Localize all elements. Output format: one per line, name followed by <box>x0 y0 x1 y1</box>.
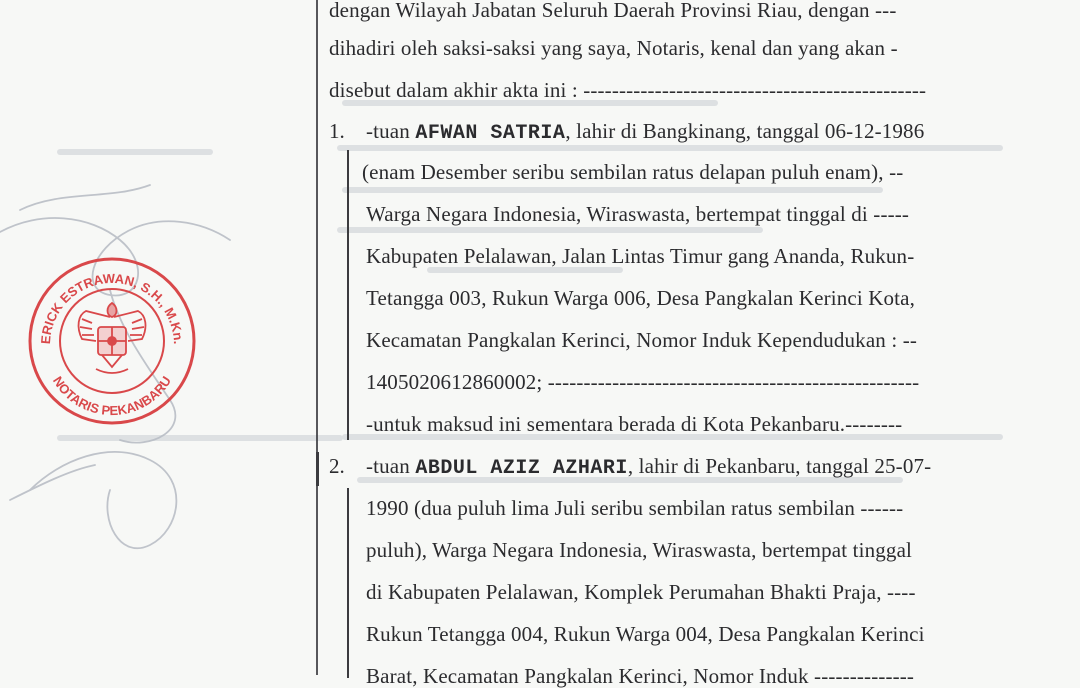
intro-line-1: dengan Wilayah Jabatan Seluruh Daerah Provinsi Riau, dengan --- <box>329 0 897 22</box>
item-1-line-5: Tetangga 003, Rukun Warga 006, Desa Pangkalan Kerinci Kota, <box>366 286 916 310</box>
item-1-prefix: -tuan <box>366 119 416 143</box>
left-margin-rule <box>316 0 318 675</box>
notary-stamp <box>26 255 198 427</box>
item-1-name: AFWAN SATRIA <box>415 122 566 145</box>
stamp-bottom-text: NOTARIS PEKANBARU <box>49 373 175 419</box>
garuda-emblem-icon <box>79 303 146 373</box>
item-1-line-8: -untuk maksud ini sementara berada di Kota Pekanbaru.-------- <box>366 412 903 436</box>
intro-line-2: dihadiri oleh saksi-saksi yang saya, Notaris, kenal dan yang akan - <box>329 36 898 60</box>
item-2-line-3: puluh), Warga Negara Indonesia, Wiraswasta, bertempat tinggal <box>366 538 913 562</box>
stamp-top-text: ERICK ESTRAWAN, S.H., M.Kn. <box>37 270 187 345</box>
intro-line-3: disebut dalam akhir akta ini : ------------------------------------------------ <box>329 78 927 102</box>
item-number-1: 1. <box>329 119 345 143</box>
item-1-line-3: Warga Negara Indonesia, Wiraswasta, bertempat tinggal di ----- <box>366 202 910 226</box>
item-2-first-line <box>366 454 931 481</box>
item-1-first-line <box>366 119 924 146</box>
item-2-line-2: 1990 (dua puluh lima Juli seribu sembilan ratus sembilan ------ <box>366 496 904 520</box>
item-2-line-5: Rukun Tetangga 004, Rukun Warga 004, Desa Pangkalan Kerinci <box>366 622 925 646</box>
item-1-line-6: Kecamatan Pangkalan Kerinci, Nomor Induk Kependudukan : -- <box>366 328 918 352</box>
item-2-name: ABDUL AZIZ AZHARI <box>415 457 628 480</box>
item-2-first-rest: , lahir di Pekanbaru, tanggal 25-07- <box>627 454 932 478</box>
item-2-prefix: -tuan <box>366 454 416 478</box>
item-1-line-7: 1405020612860002; ---------------------------------------------------- <box>366 370 920 394</box>
item-2-rule <box>347 488 349 678</box>
item-2-line-6: Barat, Kecamatan Pangkalan Kerinci, Nomor Induk -------------- <box>366 664 915 688</box>
item-1-line-2: (enam Desember seribu sembilan ratus delapan puluh enam), -- <box>362 160 904 184</box>
item-2-line-4: di Kabupaten Pelalawan, Komplek Perumahan Bhakti Praja, ---- <box>366 580 916 604</box>
item-1-first-rest: , lahir di Bangkinang, tanggal 06-12-1986 <box>565 119 925 143</box>
item-1-line-4: Kabupaten Pelalawan, Jalan Lintas Timur gang Ananda, Rukun- <box>366 244 915 268</box>
item-2-start-mark <box>316 452 319 486</box>
item-1-rule <box>347 150 349 440</box>
item-number-2: 2. <box>329 454 345 478</box>
